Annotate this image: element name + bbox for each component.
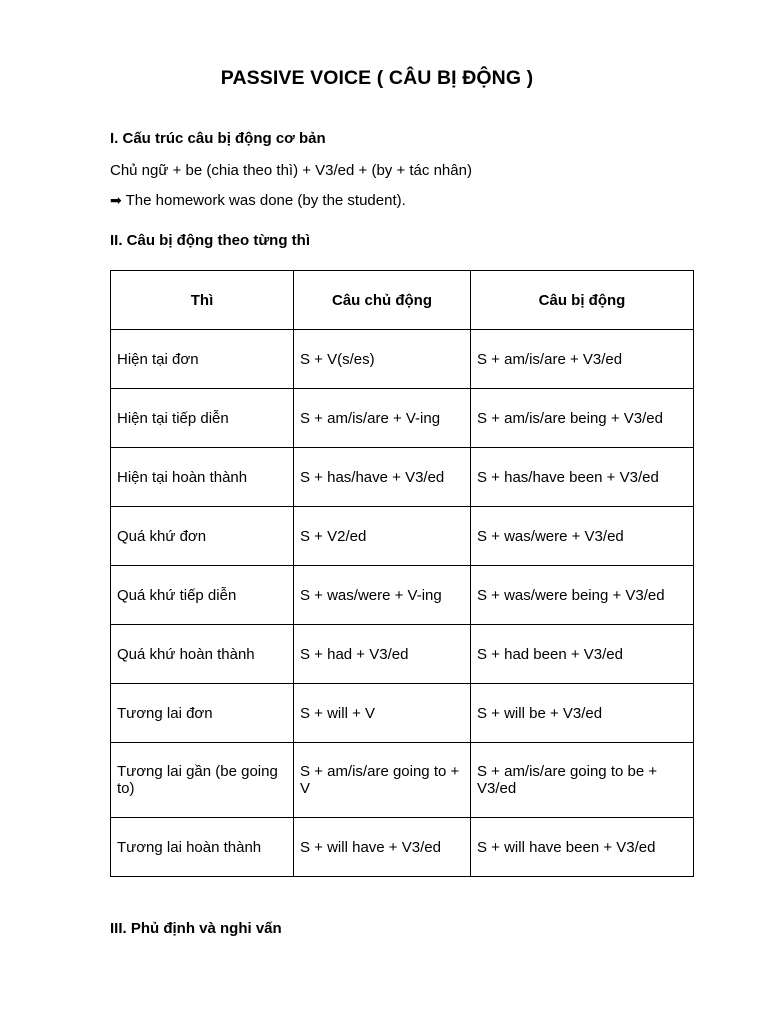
active-form-cell: S + am/is/are going to + V — [294, 743, 471, 818]
table-row — [111, 743, 694, 818]
tense-name-cell: Quá khứ hoàn thành — [111, 625, 294, 684]
table-row — [111, 566, 694, 625]
table-row — [111, 330, 694, 389]
passive-form-cell: S + am/is/are being + V3/ed — [471, 389, 694, 448]
table-row — [111, 684, 694, 743]
example-sentence: The homework was done (by the student). — [125, 192, 406, 209]
section-heading-basic-structure: I. Cấu trúc câu bị động cơ bản — [110, 130, 326, 147]
section-heading-negative-question: III. Phủ định và nghi vấn — [110, 920, 282, 937]
table-row — [111, 625, 694, 684]
tense-name-cell: Hiện tại tiếp diễn — [111, 389, 294, 448]
active-form-cell: S + V2/ed — [294, 507, 471, 566]
column-header-tense: Thì — [111, 271, 294, 330]
passive-form-cell: S + had been + V3/ed — [471, 625, 694, 684]
active-form-cell: S + will + V — [294, 684, 471, 743]
tense-name-cell: Tương lai gần (be going to) — [111, 743, 294, 818]
tense-name-cell: Hiện tại hoàn thành — [111, 448, 294, 507]
passive-form-cell: S + has/have been + V3/ed — [471, 448, 694, 507]
right-arrow-icon: ➡ — [110, 192, 122, 208]
passive-form-cell: S + am/is/are + V3/ed — [471, 330, 694, 389]
document-title: PASSIVE VOICE ( CÂU BỊ ĐỘNG ) — [220, 67, 534, 89]
table-header-row — [111, 271, 694, 330]
active-form-cell: S + will have + V3/ed — [294, 818, 471, 877]
section-heading-tenses: II. Câu bị động theo từng thì — [110, 232, 310, 249]
active-form-cell: S + am/is/are + V-ing — [294, 389, 471, 448]
passive-form-cell: S + was/were being + V3/ed — [471, 566, 694, 625]
tense-name-cell: Hiện tại đơn — [111, 330, 294, 389]
table-row — [111, 389, 694, 448]
column-header-active: Câu chủ động — [294, 271, 471, 330]
active-form-cell: S + V(s/es) — [294, 330, 471, 389]
table-row — [111, 507, 694, 566]
tense-name-cell: Tương lai hoàn thành — [111, 818, 294, 877]
passive-form-cell: S + am/is/are going to be + V3/ed — [471, 743, 694, 818]
example-line — [110, 192, 406, 209]
active-form-cell: S + had + V3/ed — [294, 625, 471, 684]
passive-form-cell: S + was/were + V3/ed — [471, 507, 694, 566]
active-form-cell: S + was/were + V-ing — [294, 566, 471, 625]
tense-name-cell: Quá khứ đơn — [111, 507, 294, 566]
table-row — [111, 818, 694, 877]
passive-form-cell: S + will be + V3/ed — [471, 684, 694, 743]
active-form-cell: S + has/have + V3/ed — [294, 448, 471, 507]
passive-form-cell: S + will have been + V3/ed — [471, 818, 694, 877]
tense-name-cell: Tương lai đơn — [111, 684, 294, 743]
passive-formula: Chủ ngữ + be (chia theo thì) + V3/ed + (by + tác nhân) — [110, 162, 472, 179]
tenses-table — [110, 270, 694, 877]
table-row — [111, 448, 694, 507]
tense-name-cell: Quá khứ tiếp diễn — [111, 566, 294, 625]
column-header-passive: Câu bị động — [471, 271, 694, 330]
